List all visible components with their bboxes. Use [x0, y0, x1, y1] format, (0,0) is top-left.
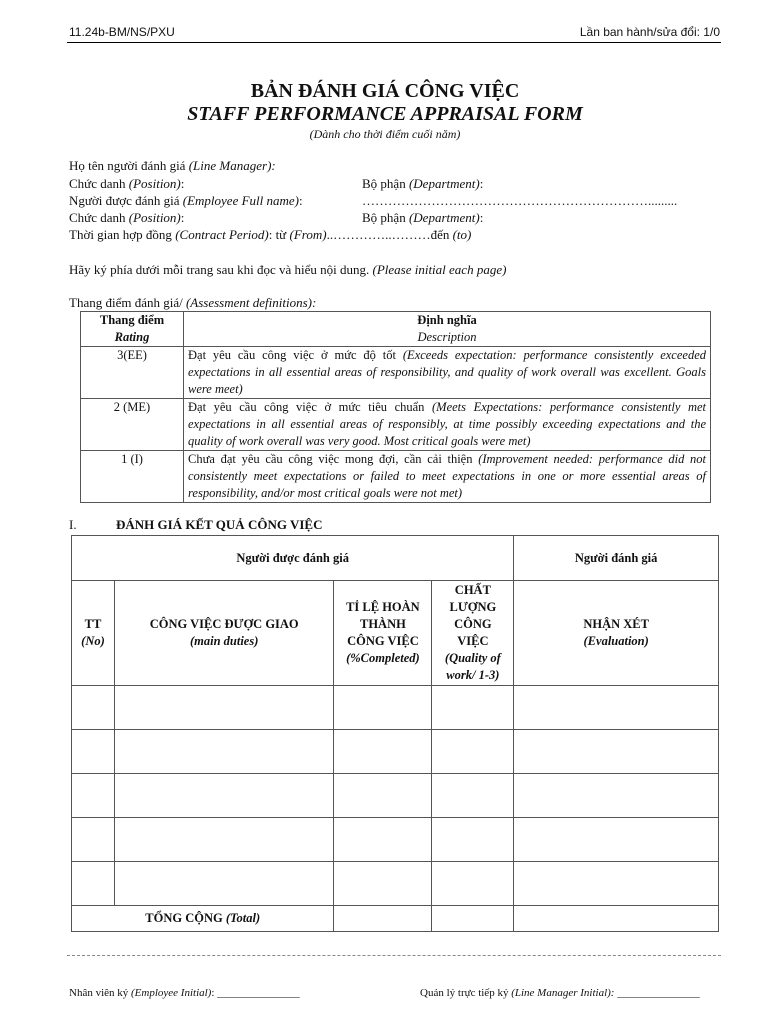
employee-signature[interactable]: Nhân viên ký (Employee Initial): _______________ [69, 987, 300, 999]
table-row[interactable] [72, 686, 719, 730]
assessment-header-row [81, 312, 711, 347]
total-quality-cell[interactable] [432, 906, 514, 932]
table-row [81, 451, 711, 503]
revision-info: Lần ban hành/sửa đổi: 1/0 [579, 25, 720, 39]
total-completion-cell[interactable] [334, 906, 432, 932]
table-row[interactable] [72, 774, 719, 818]
field-contract-period: Thời gian hợp đồng (Contract Period): từ (From)..…………..………đến (to) [69, 227, 472, 242]
field-line-manager: Họ tên người đánh giá (Line Manager): [69, 158, 276, 173]
table-row[interactable] [72, 818, 719, 862]
table-row [81, 347, 711, 399]
description-cell: Đạt yêu cầu công việc ở mức tiêu chuẩn (Meets Expectations: performance consistently met expectations in all essential areas of responsibly, at time possibly exceeding expectations and the quality of work overall was very good. Most critical goals were met) [184, 399, 711, 451]
table-row[interactable] [72, 862, 719, 906]
description-cell: Chưa đạt yêu cầu công việc mong đợi, cần cải thiện (Improvement needed: performance did not consistently meet expectations or failed to meet expectations in one or more essential areas of responsibility, and/or most critical goals were not met) [184, 451, 711, 503]
field-position-2: Chức danh (Position): [69, 210, 185, 225]
rating-cell: 2 (ME) [81, 399, 184, 451]
col-eval-header: NHẬN XÉT (Evaluation) [514, 581, 719, 686]
title-en: STAFF PERFORMANCE APPRAISAL FORM [187, 103, 583, 125]
group-header-row [72, 536, 719, 581]
assessment-table [80, 311, 711, 503]
table-row [81, 399, 711, 451]
title-subtitle: (Dành cho thời điểm cuối năm) [309, 127, 461, 141]
description-header: Định nghĩa Description [184, 312, 711, 347]
field-position-1: Chức danh (Position): [69, 176, 185, 191]
field-department-1: Bộ phận (Department): [362, 176, 484, 191]
section-number: I. [69, 517, 77, 532]
total-label: TỔNG CỘNG (Total) [72, 906, 334, 932]
table-row[interactable] [72, 730, 719, 774]
footer-divider [67, 955, 721, 956]
manager-signature[interactable]: Quản lý trực tiếp ký (Line Manager Initial): _______________ [420, 987, 700, 999]
title-vn: BẢN ĐÁNH GIÁ CÔNG VIỆC [250, 80, 520, 102]
description-cell: Đạt yêu cầu công việc ở mức độ tốt (Exceeds expectation: performance consistently exceeded expectations in all essential areas of responsibility, and quality of work overall was excellent. Goals were meet) [184, 347, 711, 399]
total-eval-cell[interactable] [514, 906, 719, 932]
field-employee-name: Người được đánh giá (Employee Full name): [69, 193, 303, 208]
total-row [72, 906, 719, 932]
section-title: ĐÁNH GIÁ KẾT QUẢ CÔNG VIỆC [116, 517, 323, 532]
field-department-2: Bộ phận (Department): [362, 210, 484, 225]
header-divider [67, 42, 721, 43]
employee-name-dots[interactable]: …………………………………………………………......... [362, 193, 678, 208]
col-duties-header: CÔNG VIỆC ĐƯỢC GIAO (main duties) [114, 581, 333, 686]
group-employee-header: Người được đánh giá [72, 536, 514, 581]
col-quality-header: CHẤT LƯỢNG CÔNG VIỆC (Quality of work/ 1-3) [432, 581, 514, 686]
rating-cell: 1 (I) [81, 451, 184, 503]
rating-cell: 3(EE) [81, 347, 184, 399]
form-code: 11.24b-BM/NS/PXU [69, 25, 175, 39]
group-manager-header: Người đánh giá [514, 536, 719, 581]
column-header-row [72, 581, 719, 686]
assessment-heading: Thang điểm đánh giá/ (Assessment definitions): [69, 295, 317, 310]
performance-table [71, 535, 719, 932]
col-completion-header: TỈ LỆ HOÀN THÀNH CÔNG VIỆC (%Completed) [334, 581, 432, 686]
rating-header: Thang điểm Rating [81, 312, 184, 347]
col-tt-header: TT (No) [72, 581, 115, 686]
initial-note: Hãy ký phía dưới mỗi trang sau khi đọc và hiểu nội dung. (Please initial each page) [69, 262, 507, 277]
